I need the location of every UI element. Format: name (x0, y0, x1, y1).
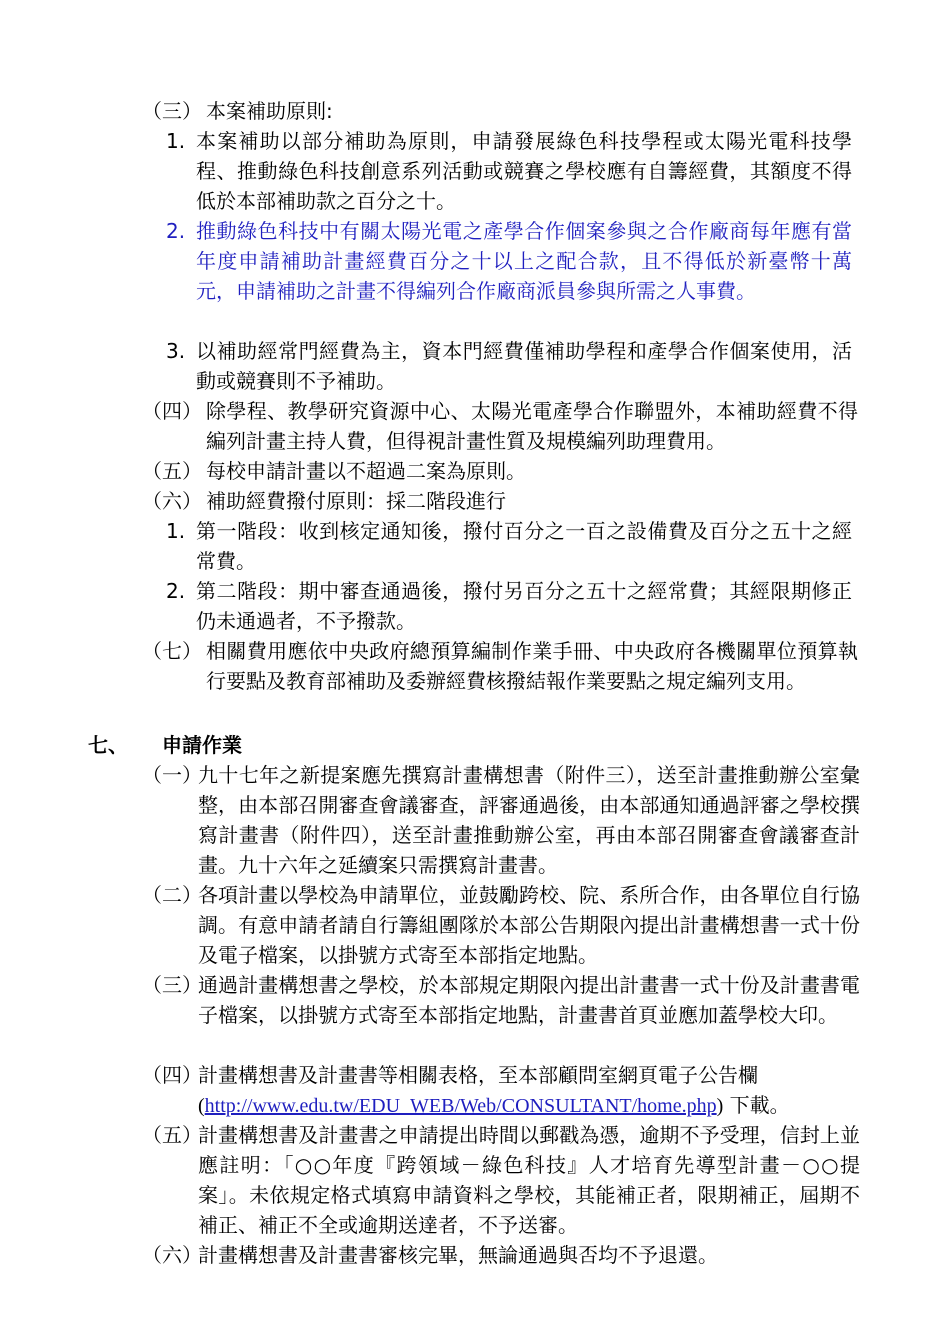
sub-number: 2. (166, 219, 186, 243)
s7-item-1-text: 九十七年之新提案應先撰寫計畫構想書（附件三），送至計畫推動辦公室彙整，由本部召開審查會議審查，評審通過後，由本部通知通過評審之學校撰寫計畫書（附件四），送至計畫推動辦公室，再由本部召開審查會議審查計畫。九十六年之延續案只需撰寫計畫書。 (198, 763, 860, 877)
sub-number: 1. (166, 129, 186, 153)
sub-text: 第二階段：期中審查通過後，撥付另百分之五十之經常費；其經限期修正仍未通過者，不予撥款。 (196, 579, 852, 633)
link-paren-open: ( (198, 1095, 205, 1117)
item-4-label: （四） (142, 399, 202, 423)
s7-item-4-text (198, 1060, 860, 1121)
s7-item-4-label: （四） (142, 1063, 202, 1087)
s7-item-1 (142, 760, 860, 880)
item-6 (142, 486, 858, 516)
item-5-text: 每校申請計畫以不超過二案為原則。 (206, 459, 526, 483)
item-6-sub-1 (166, 516, 852, 576)
sub-number: 1. (166, 519, 186, 543)
sub-text: 本案補助以部分補助為原則，申請發展綠色科技學程或太陽光電科技學程、推動綠色科技創意系列活動或競賽之學校應有自籌經費，其額度不得低於本部補助款之百分之十。 (196, 129, 852, 213)
item-3-sub-1 (166, 126, 852, 216)
s7-item-6-label: （六） (142, 1243, 202, 1267)
sub-text: 以補助經常門經費為主，資本門經費僅補助學程和產學合作個案使用，活動或競賽則不予補助。 (196, 339, 852, 393)
item-3-text: 本案補助原則: (206, 99, 333, 123)
s7-item-6 (142, 1240, 860, 1270)
s7-item-2 (142, 880, 860, 970)
s7-item-3 (142, 970, 860, 1030)
s7-item-3-label: （三） (142, 973, 202, 997)
item-6-text: 補助經費撥付原則：採二階段進行 (206, 489, 506, 513)
item-3 (142, 96, 862, 126)
sub-text: 推動綠色科技中有關太陽光電之產學合作個案參與之合作廠商每年應有當年度申請補助計畫經費百分之十以上之配合款，且不得低於新臺幣十萬元，申請補助之計畫不得編列合作廠商派員參與所需之人事費。 (196, 219, 852, 303)
s7-item-1-label: （一） (142, 763, 202, 787)
sub-text: 第一階段：收到核定通知後，撥付百分之一百之設備費及百分之五十之經常費。 (196, 519, 852, 573)
item-7-text: 相關費用應依中央政府總預算編制作業手冊、中央政府各機關單位預算執行要點及教育部補助及委辦經費核撥結報作業要點之規定編列支用。 (206, 639, 858, 693)
s7-item-4-text-before: 計畫構想書及計畫書等相關表格，至本部顧問室網頁電子公告欄 (198, 1063, 758, 1087)
s7-item-2-text: 各項計畫以學校為申請單位，並鼓勵跨校、院、系所合作，由各單位自行協調。有意申請者請自行籌組團隊於本部公告期限內提出計畫構想書一式十份及電子檔案，以掛號方式寄至本部指定地點。 (198, 883, 860, 967)
s7-item-3-text: 通過計畫構想書之學校，於本部規定期限內提出計畫書一式十份及計畫書電子檔案，以掛號方式寄至本部指定地點，計畫書首頁並應加蓋學校大印。 (198, 973, 860, 1027)
item-7-label: （七） (142, 639, 202, 663)
sub-number: 3. (166, 339, 186, 363)
s7-item-5 (142, 1120, 860, 1240)
s7-item-4-text-after: 下載。 (723, 1093, 790, 1117)
consultant-homepage-link[interactable]: http://www.edu.tw/EDU_WEB/Web/CONSULTANT/home.php (204, 1095, 717, 1117)
item-6-sub-2 (166, 576, 852, 636)
s7-item-5-label: （五） (142, 1123, 202, 1147)
s7-item-2-label: （二） (142, 883, 202, 907)
item-6-label: （六） (142, 489, 202, 513)
s7-item-5-text: 計畫構想書及計畫書之申請提出時間以郵戳為憑，逾期不予受理，信封上並應註明：「○○年度『跨領域－綠色科技』人才培育先導型計畫－○○提案」。未依規定格式填寫申請資料之學校，其能補正者，限期補正，屆期不補正、補正不全或逾期送達者，不予送審。 (198, 1123, 860, 1237)
section-7-number: 七、 (88, 733, 128, 757)
item-3-label: （三） (142, 99, 202, 123)
link-paren-close: ) (716, 1095, 724, 1117)
item-3-sub-2 (166, 216, 852, 306)
item-7 (142, 636, 858, 696)
s7-item-6-text: 計畫構想書及計畫書審核完畢，無論通過與否均不予退還。 (198, 1243, 718, 1267)
item-5 (142, 456, 858, 486)
s7-item-4 (142, 1060, 860, 1121)
item-5-label: （五） (142, 459, 202, 483)
sub-number: 2. (166, 579, 186, 603)
item-4-text: 除學程、教學研究資源中心、太陽光電產學合作聯盟外，本補助經費不得編列計畫主持人費，但得視計畫性質及規模編列助理費用。 (206, 399, 858, 453)
item-4 (142, 396, 858, 456)
section-7-title: 申請作業 (162, 733, 242, 757)
item-3-sub-3 (166, 336, 852, 396)
section-7-heading (88, 730, 488, 760)
